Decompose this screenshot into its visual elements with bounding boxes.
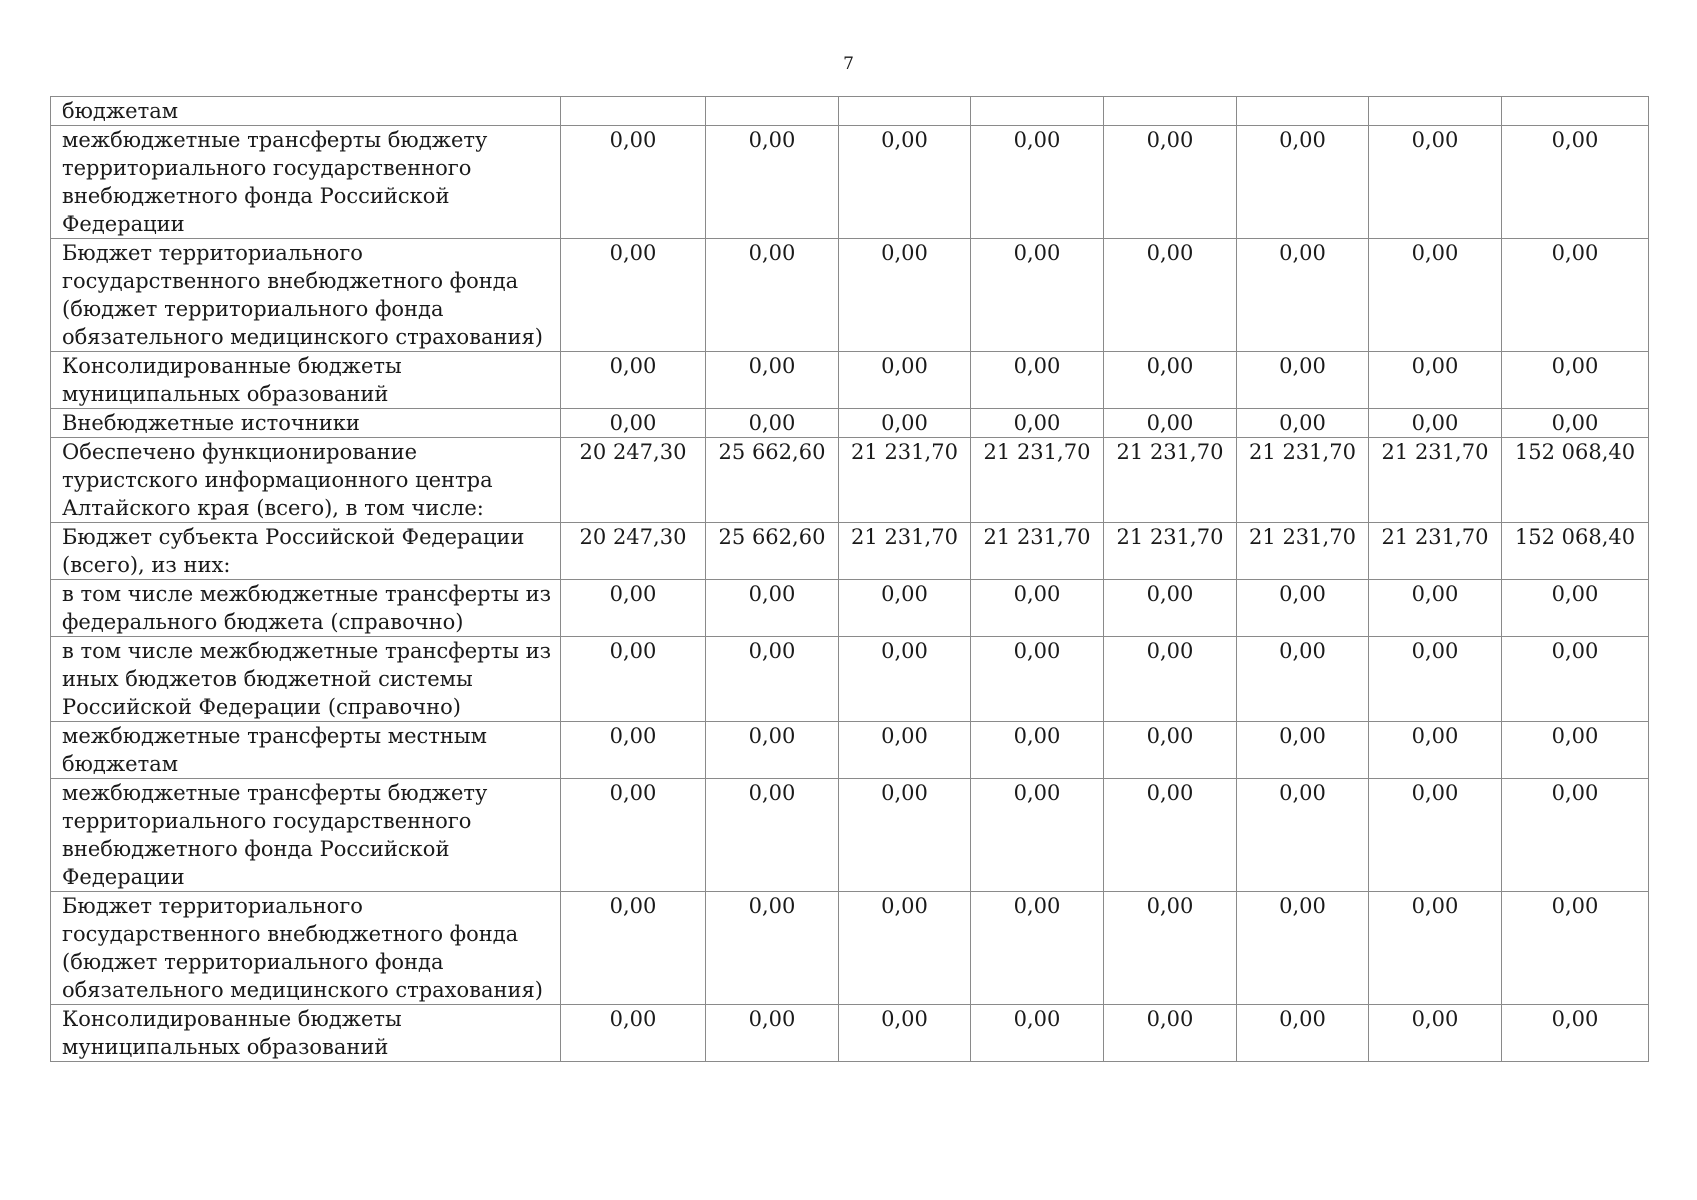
table-row [51, 722, 1649, 779]
value-cell [1502, 97, 1649, 126]
value-cell: 0,00 [706, 779, 839, 892]
value-cell: 0,00 [971, 779, 1104, 892]
value-cell: 0,00 [706, 637, 839, 722]
value-cell: 21 231,70 [971, 523, 1104, 580]
value-cell: 0,00 [561, 352, 706, 409]
row-label: межбюджетные трансферты местным бюджетам [51, 722, 561, 779]
table-row [51, 409, 1649, 438]
value-cell: 0,00 [561, 126, 706, 239]
value-cell: 21 231,70 [971, 438, 1104, 523]
value-cell: 25 662,60 [706, 523, 839, 580]
value-cell: 0,00 [1237, 892, 1369, 1005]
value-cell: 0,00 [1369, 580, 1502, 637]
value-cell [971, 97, 1104, 126]
value-cell: 21 231,70 [839, 438, 971, 523]
value-cell: 0,00 [706, 892, 839, 1005]
value-cell: 0,00 [706, 352, 839, 409]
value-cell: 0,00 [1237, 1005, 1369, 1062]
value-cell: 0,00 [1104, 892, 1237, 1005]
value-cell: 0,00 [971, 892, 1104, 1005]
table-row [51, 892, 1649, 1005]
value-cell [1369, 97, 1502, 126]
table-row [51, 580, 1649, 637]
value-cell: 0,00 [839, 637, 971, 722]
value-cell: 0,00 [706, 239, 839, 352]
value-cell: 0,00 [839, 239, 971, 352]
value-cell: 0,00 [1237, 126, 1369, 239]
value-cell: 0,00 [561, 637, 706, 722]
value-cell: 0,00 [706, 409, 839, 438]
row-label: Бюджет субъекта Российской Федерации (всего), из них: [51, 523, 561, 580]
value-cell: 21 231,70 [1104, 523, 1237, 580]
value-cell: 21 231,70 [1369, 523, 1502, 580]
value-cell: 0,00 [1104, 126, 1237, 239]
value-cell: 0,00 [561, 722, 706, 779]
value-cell: 0,00 [1237, 580, 1369, 637]
value-cell: 0,00 [1104, 779, 1237, 892]
value-cell: 0,00 [1104, 409, 1237, 438]
value-cell: 0,00 [839, 409, 971, 438]
value-cell: 0,00 [1104, 580, 1237, 637]
value-cell: 0,00 [1104, 722, 1237, 779]
value-cell: 0,00 [1502, 779, 1649, 892]
value-cell: 0,00 [971, 126, 1104, 239]
value-cell: 0,00 [1369, 779, 1502, 892]
value-cell: 20 247,30 [561, 523, 706, 580]
value-cell: 0,00 [1237, 239, 1369, 352]
value-cell: 0,00 [839, 580, 971, 637]
value-cell: 25 662,60 [706, 438, 839, 523]
row-label: бюджетам [51, 97, 561, 126]
value-cell: 0,00 [561, 892, 706, 1005]
value-cell: 0,00 [1369, 352, 1502, 409]
value-cell: 0,00 [706, 722, 839, 779]
row-label: Внебюджетные источники [51, 409, 561, 438]
table-row [51, 97, 1649, 126]
row-label: Консолидированные бюджеты муниципальных образований [51, 352, 561, 409]
row-label: в том числе межбюджетные трансферты из федерального бюджета (справочно) [51, 580, 561, 637]
table-row [51, 637, 1649, 722]
value-cell: 0,00 [971, 580, 1104, 637]
value-cell: 0,00 [839, 779, 971, 892]
value-cell [706, 97, 839, 126]
value-cell: 0,00 [839, 1005, 971, 1062]
table-row [51, 352, 1649, 409]
value-cell: 0,00 [839, 722, 971, 779]
value-cell: 0,00 [1369, 892, 1502, 1005]
value-cell: 0,00 [1237, 637, 1369, 722]
table-row [51, 523, 1649, 580]
value-cell: 0,00 [706, 1005, 839, 1062]
value-cell: 0,00 [1369, 239, 1502, 352]
value-cell: 0,00 [1502, 892, 1649, 1005]
value-cell [1104, 97, 1237, 126]
budget-table-body [51, 97, 1649, 1062]
value-cell [561, 97, 706, 126]
value-cell: 0,00 [1104, 239, 1237, 352]
table-row [51, 779, 1649, 892]
value-cell [839, 97, 971, 126]
value-cell: 0,00 [1369, 722, 1502, 779]
value-cell: 0,00 [971, 722, 1104, 779]
value-cell: 0,00 [1369, 126, 1502, 239]
value-cell: 20 247,30 [561, 438, 706, 523]
value-cell: 0,00 [971, 239, 1104, 352]
value-cell: 0,00 [1502, 580, 1649, 637]
row-label: межбюджетные трансферты бюджету территориального государственного внебюджетного фонда Российской Федерации [51, 126, 561, 239]
value-cell: 0,00 [971, 409, 1104, 438]
value-cell: 0,00 [706, 126, 839, 239]
value-cell: 0,00 [1502, 126, 1649, 239]
value-cell: 0,00 [1369, 1005, 1502, 1062]
value-cell: 21 231,70 [1104, 438, 1237, 523]
row-label: Обеспечено функционирование туристского информационного центра Алтайского края (всего), в том числе: [51, 438, 561, 523]
value-cell: 0,00 [839, 892, 971, 1005]
row-label: Консолидированные бюджеты муниципальных образований [51, 1005, 561, 1062]
value-cell: 0,00 [561, 1005, 706, 1062]
value-cell: 0,00 [971, 352, 1104, 409]
value-cell: 0,00 [1502, 637, 1649, 722]
value-cell: 0,00 [1502, 352, 1649, 409]
value-cell [1237, 97, 1369, 126]
value-cell: 0,00 [1502, 722, 1649, 779]
budget-table [50, 96, 1649, 1062]
row-label: межбюджетные трансферты бюджету территориального государственного внебюджетного фонда Российской Федерации [51, 779, 561, 892]
value-cell: 0,00 [1237, 409, 1369, 438]
value-cell: 152 068,40 [1502, 438, 1649, 523]
table-row [51, 126, 1649, 239]
value-cell: 0,00 [1502, 239, 1649, 352]
table-row [51, 239, 1649, 352]
row-label: в том числе межбюджетные трансферты из иных бюджетов бюджетной системы Российской Федерации (справочно) [51, 637, 561, 722]
value-cell: 0,00 [561, 779, 706, 892]
value-cell: 0,00 [1237, 779, 1369, 892]
value-cell: 21 231,70 [839, 523, 971, 580]
table-row [51, 1005, 1649, 1062]
value-cell: 0,00 [839, 352, 971, 409]
value-cell: 0,00 [1104, 1005, 1237, 1062]
table-row [51, 438, 1649, 523]
value-cell: 0,00 [1369, 637, 1502, 722]
value-cell: 0,00 [561, 239, 706, 352]
value-cell: 0,00 [839, 126, 971, 239]
value-cell: 0,00 [1104, 352, 1237, 409]
value-cell: 21 231,70 [1369, 438, 1502, 523]
value-cell: 21 231,70 [1237, 438, 1369, 523]
value-cell: 21 231,70 [1237, 523, 1369, 580]
value-cell: 0,00 [1237, 352, 1369, 409]
value-cell: 0,00 [1237, 722, 1369, 779]
value-cell: 0,00 [971, 1005, 1104, 1062]
value-cell: 152 068,40 [1502, 523, 1649, 580]
row-label: Бюджет территориального государственного внебюджетного фонда (бюджет территориального фонда обязательного медицинского страхования) [51, 239, 561, 352]
value-cell: 0,00 [1104, 637, 1237, 722]
page-number: 7 [843, 54, 854, 74]
value-cell: 0,00 [1502, 1005, 1649, 1062]
row-label: Бюджет территориального государственного внебюджетного фонда (бюджет территориального фонда обязательного медицинского страхования) [51, 892, 561, 1005]
value-cell: 0,00 [561, 580, 706, 637]
value-cell: 0,00 [561, 409, 706, 438]
value-cell: 0,00 [1369, 409, 1502, 438]
value-cell: 0,00 [706, 580, 839, 637]
value-cell: 0,00 [1502, 409, 1649, 438]
value-cell: 0,00 [971, 637, 1104, 722]
